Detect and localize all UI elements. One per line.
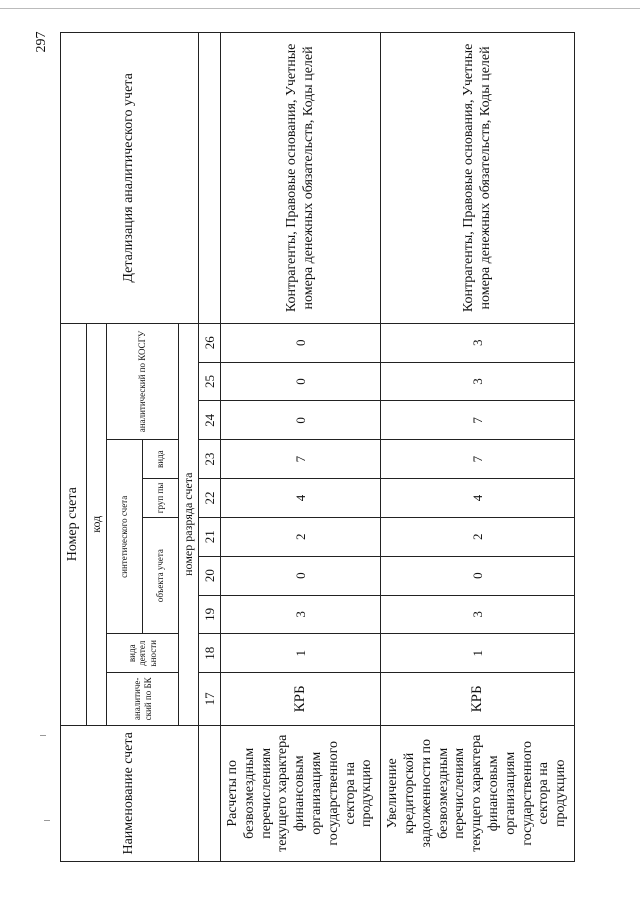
digit-spacer: [199, 725, 221, 861]
digit-label: 17: [199, 673, 221, 725]
digit-label: 18: [199, 634, 221, 673]
page-number: 297: [34, 31, 49, 53]
digit-spacer: [199, 33, 221, 324]
row-value: 2: [381, 517, 575, 556]
row-value: 3: [381, 362, 575, 401]
digit-label: 26: [199, 323, 221, 362]
header-activity-type: вида деятел ьности: [107, 634, 179, 673]
row-name: Увеличение кредиторской задолженности по безвозмездным перечислениям текущего характера финансовым организациям государственного сектора на продукцию: [381, 725, 575, 861]
row-value: 7: [381, 440, 575, 479]
top-rule: [0, 8, 640, 9]
row-value: 0: [221, 362, 381, 401]
header-account-number: Номер счета: [61, 323, 87, 725]
row-value: 4: [381, 479, 575, 518]
row-value: 0: [221, 323, 381, 362]
row-value: 3: [221, 595, 381, 634]
header-kind: вида: [143, 440, 179, 479]
header-detail: Детализация аналитического учета: [61, 33, 199, 324]
scan-mark: [40, 735, 46, 736]
row-detail: Контрагенты, Правовые основания, Учетные номера денежных обязательств, Коды целей: [381, 33, 575, 324]
row-bk: КРБ: [221, 673, 381, 725]
header-account-object: объекта учета: [143, 517, 179, 633]
digit-label: 23: [199, 440, 221, 479]
header-synthetic: синтетического счета: [107, 440, 143, 634]
accounts-table: [60, 32, 575, 862]
table-row: [381, 33, 575, 862]
row-value: 1: [221, 634, 381, 673]
header-analytic-kosgu: аналитический по КОСГУ: [107, 323, 179, 439]
row-value: 0: [221, 401, 381, 440]
rotated-table-wrapper: [60, 32, 569, 862]
row-value: 3: [381, 323, 575, 362]
row-value: 1: [381, 634, 575, 673]
digit-label: 22: [199, 479, 221, 518]
digit-label: 21: [199, 517, 221, 556]
row-value: 7: [221, 440, 381, 479]
row-bk: КРБ: [381, 673, 575, 725]
digit-label: 24: [199, 401, 221, 440]
digit-label: 19: [199, 595, 221, 634]
row-detail: Контрагенты, Правовые основания, Учетные номера денежных обязательств, Коды целей: [221, 33, 381, 324]
table-row: [221, 33, 381, 862]
header-digit-number: номер разряда счета: [179, 323, 199, 725]
digit-label: 20: [199, 556, 221, 595]
row-value: 3: [381, 595, 575, 634]
header-group: груп пы: [143, 479, 179, 518]
header-account-name: Наименование счета: [61, 725, 199, 861]
digit-label: 25: [199, 362, 221, 401]
scan-mark: [44, 820, 50, 821]
row-value: 0: [221, 556, 381, 595]
row-value: 7: [381, 401, 575, 440]
row-value: 4: [221, 479, 381, 518]
row-name: Расчеты по безвозмездным перечислениям текущего характера финансовым организациям государственного сектора на продукцию: [221, 725, 381, 861]
header-analytic-bk: аналитический по БК: [107, 673, 179, 725]
header-code: код: [87, 323, 107, 725]
row-value: 2: [221, 517, 381, 556]
row-value: 0: [381, 556, 575, 595]
